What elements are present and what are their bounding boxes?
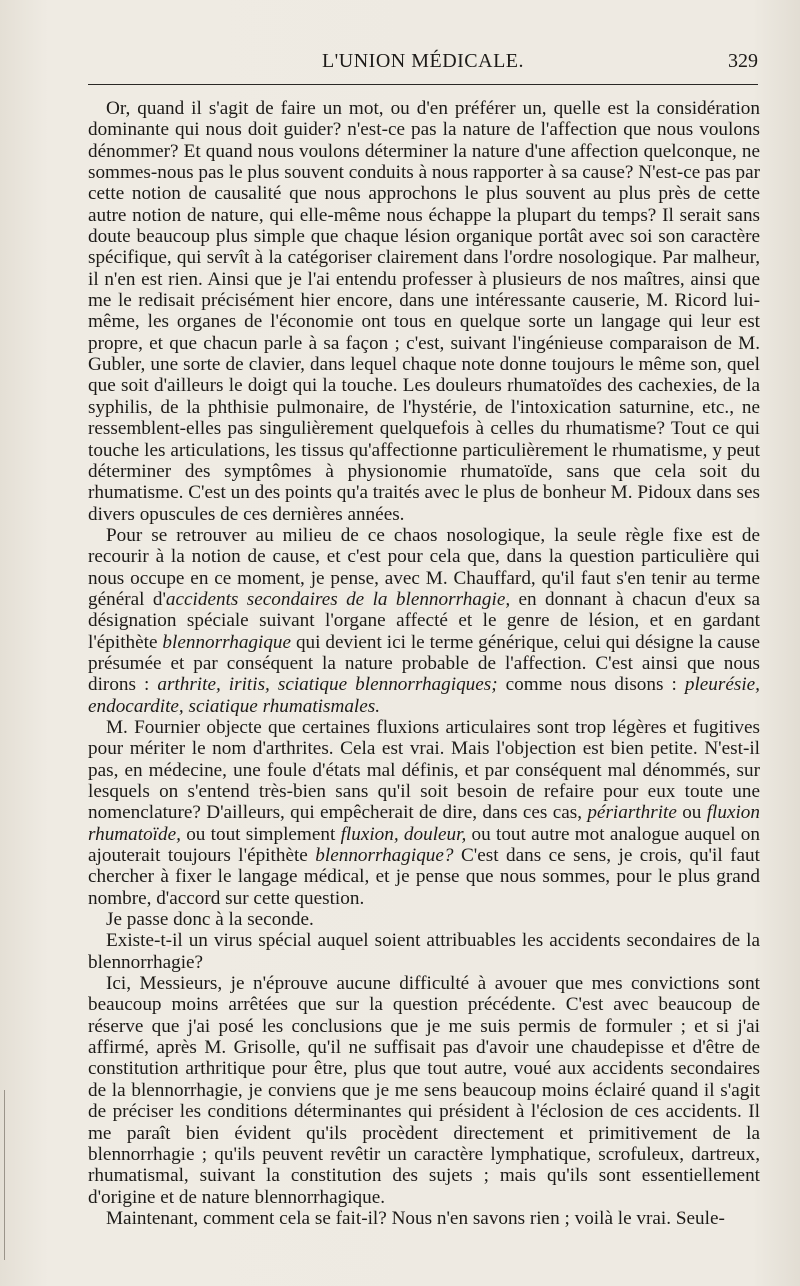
paragraph-5 [88, 930, 760, 973]
running-title: L'UNION MÉDICALE. [321, 50, 525, 72]
italic-run: blennorrhagique [162, 631, 292, 653]
text-run: comme nous disons : [497, 674, 685, 696]
page-header [88, 50, 758, 80]
italic-run: fluxion, douleur, [340, 823, 467, 845]
italic-run: fluxion rhumatoïde, [88, 802, 760, 845]
text-run: en donnant à chacun d'eux sa désignation spéciale suivant l'organe affecté et le genre de lésion, et en gardant l'épithète [88, 588, 760, 653]
paragraph-2 [88, 525, 760, 717]
paragraph-7 [88, 1208, 760, 1229]
text-run: M. Fournier objecte que certaines fluxions articulaires sont trop légères et fugitives pour mériter le nom d'arthrites. Cela est vrai. Mais l'objection est bien petite. N'est-il pas, en médecine, une foule d'états mal définis, et par conséquent mal dénommés, sur lesquels on s'entend très-bien sans qu'il soit besoin de refaire pour eux toute une nomenclature? D'ailleurs, qui empêcherait de dire, dans ces cas, [88, 716, 760, 824]
text-run: ou [676, 802, 707, 824]
text-run: Ici, Messieurs, je n'éprouve aucune difficulté à avouer que mes convictions sont beaucoup moins arrêtées que sur la question précédente. C'est avec beaucoup de réserve que j'ai posé les conclusions que je me suis permis de formuler ; et si j'ai affirmé, après M. Grisolle, qu'il ne suffisait pas d'avoir une chaudepisse et d'être de constitution arthritique pour être, plus que tout autre, voué aux accidents secondaires de la blennorrhagie, je conviens que je me sens beaucoup moins éclairé quand il s'agit de préciser les conditions déterminantes qui président à l'éclosion de ces accidents. Il me paraît bien évident qu'ils procèdent directement et primitivement de la blennorrhagie ; qu'ils peuvent revêtir un caractère lymphatique, scrofuleux, dartreux, rhumatismal, suivant la constitution des sujets ; mais qu'ils sont essentiellement d'origine et de nature blennorrhagique. [88, 973, 760, 1208]
text-run: Pour se retrouver au milieu de ce chaos nosologique, la seule règle fixe est de recourir à la notion de cause, et c'est pour cela que, dans la question particulière qui nous occupe en ce moment, je pense, avec M. Chauffard, qu'il faut s'en tenir au terme général d' [88, 524, 760, 610]
italic-run: blennorrhagique? [315, 845, 454, 867]
text-run: ou tout simplement [180, 823, 341, 845]
italic-run: accidents secondaires de la blennorrhagie, [165, 588, 511, 610]
italic-run: périarthrite [587, 802, 677, 824]
body-text [88, 98, 760, 1229]
paragraph-4 [88, 909, 760, 930]
page-number: 329 [728, 50, 758, 72]
paragraph-3 [88, 717, 760, 909]
header-rule [88, 84, 758, 85]
paragraph-6 [88, 973, 760, 1208]
text-run: C'est dans ce sens, je crois, qu'il faut chercher à fixer le langage médical, et je pense que nous sommes, pour le plus grand nombre, d'accord sur cette question. [88, 845, 760, 909]
text-run: Maintenant, comment cela se fait-il? Nous n'en savons rien ; voilà le vrai. Seule- [106, 1207, 725, 1229]
text-run: Or, quand il s'agit de faire un mot, ou d'en préférer un, quelle est la considération dominante qui nous doit guider? n'est-ce pas la nature de l'affection que nous voulons dénommer? Et quand nous voulons déterminer la nature d'une affection quelconque, ne sommes-nous pas le plus souvent conduits à nous rapporter à sa cause? N'est-ce pas par cette notion de causalité que nous approchons le plus souvent au plus près de cette autre notion de nature, qui elle-même nous échappe la plupart du temps? Il serait sans doute beaucoup plus simple que chaque lésion organique portât avec soi son caractère spécifique, qui servît à la catégoriser clairement dans l'ordre nosologique. Par malheur, il n'en est rien. Ainsi que je l'ai entendu professer à plusieurs de nos maîtres, ainsi que me le redisait précisément hier encore, dans une intéressante causerie, M. Ricord lui-même, les organes de l'économie ont tous en quelque sorte un langage qui leur est propre, et que chacun parle à sa façon ; c'est, suivant l'ingénieuse comparaison de M. Gubler, une sorte de clavier, dans lequel chaque note donne toujours le même son, quel que soit d'ailleurs le doigt qui la touche. Les douleurs rhumatoïdes des cachexies, de la syphilis, de la phthisie pulmonaire, de l'hystérie, de l'intoxication saturnine, etc., ne ressemblent-elles pas singulièrement quelquefois à celles du rhumatisme? Tout ce qui touche les articulations, les tissus qu'affectionne particulièrement le rhumatisme, y peut déterminer des symptômes à physionomie rhumatoïde, sans que cela soit du rhumatisme. C'est un des points qu'a traités avec le plus de bonheur M. Pidoux dans ses divers opuscules de ces dernières années. [88, 98, 760, 525]
text-run: qui devient ici le terme générique, celui qui désigne la cause présumée et par conséquent la nature probable de l'affection. C'est ainsi que nous dirons : [88, 631, 760, 696]
italic-run: pleurésie, endocardite, sciatique rhumatismales. [88, 674, 760, 717]
italic-run: arthrite, iritis, sciatique blennorrhagiques; [157, 674, 498, 696]
text-run: ou tout autre mot analogue auquel on ajouterait toujours l'épithète [88, 823, 760, 867]
text-run: Je passe donc à la seconde. [106, 909, 314, 931]
gutter-shadow [4, 1090, 5, 1260]
text-run: Existe-t-il un virus spécial auquel soient attribuables les accidents secondaires de la blennorrhagie? [88, 930, 760, 973]
paragraph-1 [88, 98, 760, 525]
